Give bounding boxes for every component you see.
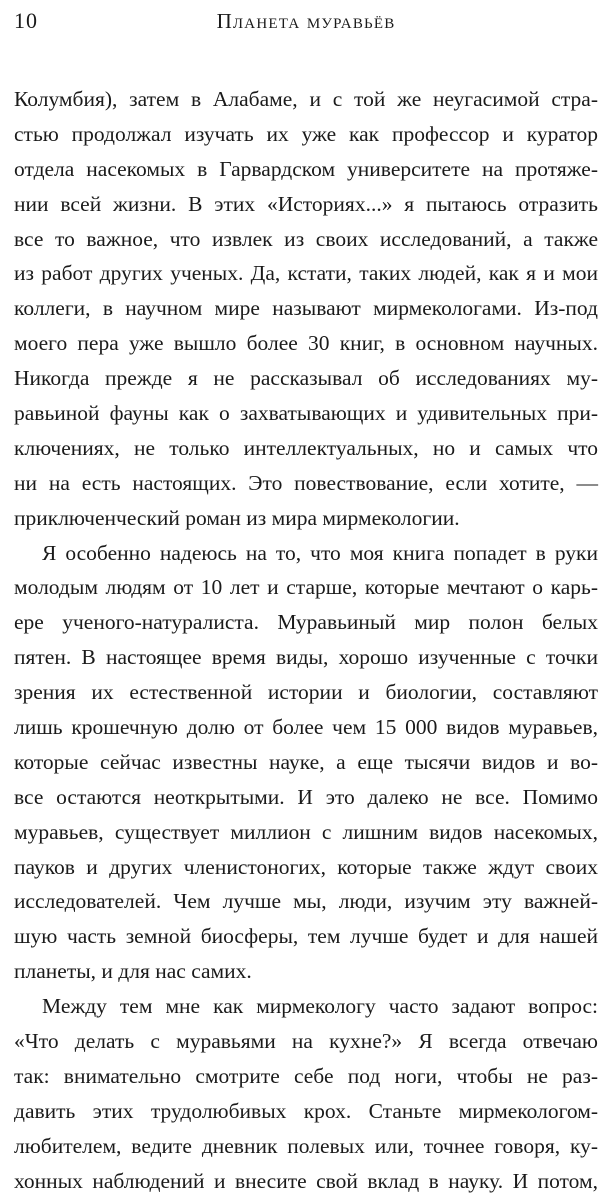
running-head — [14, 6, 598, 36]
text-line: пауков и других членистоногих, которые также ждут своих — [14, 854, 598, 879]
text-line: стью продолжал изучать их уже как профессор и куратор — [14, 121, 598, 146]
text-line: зрения их естественной истории и биологии, составляют — [14, 680, 598, 705]
text-line: планеты, и для нас самих. — [14, 959, 252, 984]
text-line: коллеги, в научном мире называют мирмекологами. Из-под — [14, 296, 598, 321]
text-line: ни на есть настоящих. Это повествование, если хотите, — — [14, 470, 598, 495]
text-line: давить этих трудолюбивых крох. Станьте мирмекологом- — [14, 1098, 598, 1123]
text-line: Я особенно надеюсь на то, что моя книга попадет в руки — [42, 540, 598, 565]
text-line: так: внимательно смотрите себе под ноги, чтобы не раз- — [14, 1063, 598, 1088]
text-line: муравьев, существует миллион с лишним видов насекомых, — [14, 819, 598, 844]
text-line: ере ученого-натуралиста. Муравьиный мир полон белых — [14, 610, 598, 635]
text-line: Никогда прежде я не рассказывал об исследованиях му- — [14, 366, 598, 391]
text-line: ключениях, не только интеллектуальных, но и самых что — [14, 435, 598, 460]
text-line: «Что делать с муравьями на кухне?» Я всегда отвечаю — [14, 1029, 598, 1054]
text-line: из работ других ученых. Да, кстати, таких людей, как я и мои — [14, 261, 598, 286]
text-line: молодым людям от 10 лет и старше, которые мечтают о карь- — [14, 575, 598, 600]
text-line: Между тем мне как мирмекологу часто задают вопрос: — [42, 994, 598, 1019]
book-title: Планета муравьёв — [216, 9, 396, 33]
text-line: равьиной фауны как о захватывающих и удивительных при- — [14, 401, 598, 426]
text-line: исследователей. Чем лучше мы, люди, изучим эту важней- — [14, 889, 598, 914]
text-line: пятен. В настоящее время виды, хорошо изученные с точки — [14, 645, 598, 670]
text-line: любителем, ведите дневник полевых или, точнее говоря, ку- — [14, 1133, 598, 1158]
text-line: приключенческий роман из мира мирмекологии. — [14, 505, 460, 530]
text-line: отдела насекомых в Гарвардском университете на протяже- — [14, 156, 598, 181]
text-line: хонных наблюдений и внесите свой вклад в науку. И потом, — [14, 1168, 598, 1193]
text-line: все остаются неоткрытыми. И это далеко не все. Помимо — [14, 784, 598, 809]
text-line: Колумбия), затем в Алабаме, и с той же неугасимой стра- — [14, 87, 598, 111]
text-line: которые сейчас известны науке, а еще тысячи видов и во- — [14, 749, 598, 774]
text-line: шую часть земной биосферы, тем лучше будет и для нашей — [14, 924, 598, 949]
page-number: 10 — [14, 8, 38, 33]
text-line: нии всей жизни. В этих «Историях...» я пытаюсь отразить — [14, 191, 598, 216]
text-line: лишь крошечную долю от более чем 15 000 видов муравьев, — [14, 715, 598, 740]
text-line: все то важное, что извлек из своих исследований, а также — [14, 226, 598, 251]
text-line: моего пера уже вышло более 30 книг, в основном научных. — [14, 331, 598, 356]
body-text — [14, 82, 598, 1199]
